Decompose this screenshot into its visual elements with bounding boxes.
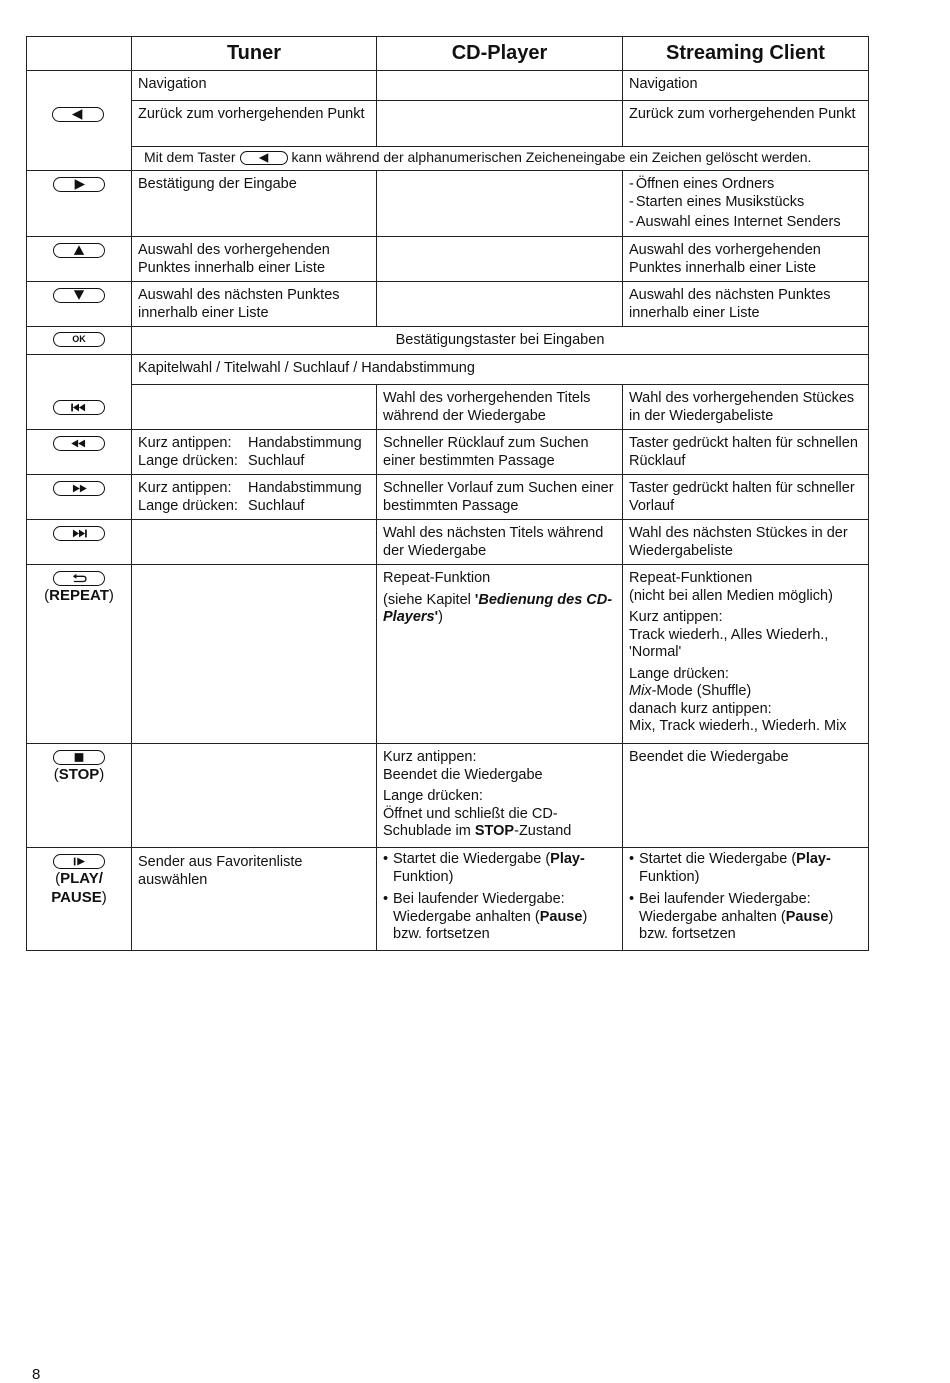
stream-prev-text: Wahl des vorhergehenden Stückes in der Wiedergabeliste	[629, 390, 855, 424]
forward-button-row: Kurz antippen: Handabstimmung Lange drücken: Suchlauf Schneller Vorlauf zum Suchen einer bestimmten Passage Taster gedrückt halten für schneller Vorlauf	[27, 475, 869, 520]
repeat-button-row: (REPEAT) Repeat-Funktion (siehe Kapitel 'Bedienung des CD-Players') Repeat-Funktionen (nicht bei allen Medien möglich) Kurz antippen: Track wiederh., Alles Wiederh., 'Normal' Lange drücken: Mix-Mode (Shuffle) danach kurz antippen: Mix, Track wiederh., Wiederh. Mix	[27, 565, 869, 744]
right-arrow-icon	[53, 177, 105, 192]
rewind-button-row: Kurz antippen: Handabstimmung Lange drücken: Suchlauf Schneller Rücklauf zum Suchen einer bestimmten Passage Taster gedrückt halten für schnellen Rücklauf	[27, 430, 869, 475]
right-button-row	[27, 171, 869, 237]
tuner-navigation: Navigation	[138, 76, 207, 92]
stream-play-list: • Startet die Wiedergabe (Play- Funktion) • Bei laufender Wiedergabe: Wiedergabe anhalten (Pause) bzw. fortsetzen	[629, 851, 862, 944]
function-table	[26, 36, 869, 951]
stream-down-text: Auswahl des nächsten Punktes innerhalb einer Liste	[629, 287, 831, 321]
header-cd-player: CD-Player	[377, 37, 623, 71]
ok-button-icon: OK	[53, 332, 105, 347]
header-empty	[27, 37, 132, 71]
tuner-up-text: Auswahl des vorhergehenden Punktes innerhalb einer Liste	[138, 242, 330, 276]
cd-stop-text: Kurz antippen: Beendet die Wiedergabe Lange drücken: Öffnet und schließt die CD-Schublade im STOP-Zustand	[383, 749, 572, 839]
play-pause-label: (PLAY/ PAUSE)	[51, 870, 107, 906]
repeat-icon	[53, 571, 105, 586]
down-button-row	[27, 282, 869, 327]
stream-next-text: Wahl des nächsten Stückes in der Wiedergabeliste	[629, 525, 848, 559]
cd-rewind-text: Schneller Rücklauf zum Suchen einer bestimmten Passage	[383, 435, 589, 469]
play-pause-icon	[53, 854, 105, 869]
stream-rewind-text: Taster gedrückt halten für schnellen Rücklauf	[629, 435, 858, 469]
stream-repeat-text: Repeat-Funktionen (nicht bei allen Medien möglich) Kurz antippen: Track wiederh., Alles Wiederh., 'Normal' Lange drücken: Mix-Mode (Shuffle) danach kurz antippen: Mix, Track wiederh., Wiederh. Mix	[629, 570, 847, 734]
cd-forward-text: Schneller Vorlauf zum Suchen einer bestimmten Passage	[383, 480, 614, 514]
header-tuner: Tuner	[132, 37, 377, 71]
cd-play-list: • Startet die Wiedergabe (Play- Funktion) • Bei laufender Wiedergabe: Wiedergabe anhalten (Pause) bzw. fortsetzen	[383, 851, 616, 944]
header-streaming-client: Streaming Client	[623, 37, 869, 71]
stream-forward-text: Taster gedrückt halten für schneller Vorlauf	[629, 480, 855, 514]
stop-icon	[53, 750, 105, 765]
chapter-row	[27, 355, 869, 385]
stop-label: (STOP)	[53, 766, 105, 783]
rewind-icon	[53, 436, 105, 451]
stream-right-list: - Öffnen eines Ordners - Starten eines Musikstücks - Auswahl eines Internet Senders	[629, 171, 862, 236]
stream-up-text: Auswahl des vorhergehenden Punktes innerhalb einer Liste	[629, 242, 821, 276]
chapter-text: Kapitelwahl / Titelwahl / Suchlauf / Handabstimmung	[138, 360, 475, 376]
tuner-left-text: Zurück zum vorhergehenden Punkt	[138, 106, 365, 122]
ok-button-row	[27, 327, 869, 355]
left-arrow-button-icon	[52, 107, 104, 122]
left-arrow-icon	[240, 151, 288, 165]
cd-next-text: Wahl des nächsten Titels während der Wiedergabe	[383, 525, 604, 559]
fast-forward-icon	[53, 481, 105, 496]
cd-repeat-text: Repeat-Funktion	[383, 570, 491, 586]
navigation-row	[27, 71, 869, 101]
prev-button-row	[27, 385, 869, 430]
skip-back-icon	[53, 400, 105, 415]
header-row	[27, 37, 869, 71]
up-arrow-icon	[53, 243, 105, 258]
down-arrow-icon	[53, 288, 105, 303]
next-button-row	[27, 520, 869, 565]
ok-text: Bestätigungstaster bei Eingaben	[395, 332, 605, 348]
tuner-down-text: Auswahl des nächsten Punktes innerhalb einer Liste	[138, 287, 340, 321]
up-button-row	[27, 237, 869, 282]
tuner-play-text: Sender aus Favoritenliste auswählen	[138, 854, 303, 888]
skip-forward-icon	[53, 526, 105, 541]
tuner-right-text: Bestätigung der Eingabe	[138, 176, 297, 192]
cd-prev-text: Wahl des vorhergehenden Titels während der Wiedergabe	[383, 390, 591, 424]
stop-button-row	[27, 744, 869, 848]
left-note: Mit dem Taster kann während der alphanumerischen Zeicheneingabe ein Zeichen gelöscht werden.	[132, 147, 869, 171]
repeat-label: (REPEAT)	[44, 587, 114, 604]
stream-navigation: Navigation	[629, 76, 698, 92]
stream-stop-text: Beendet die Wiedergabe	[629, 749, 789, 765]
left-button-row	[27, 101, 869, 147]
left-note-row	[27, 147, 869, 171]
play-button-row	[27, 848, 869, 951]
page-number: 8	[32, 1366, 41, 1383]
stream-left-text: Zurück zum vorhergehenden Punkt	[629, 106, 856, 122]
